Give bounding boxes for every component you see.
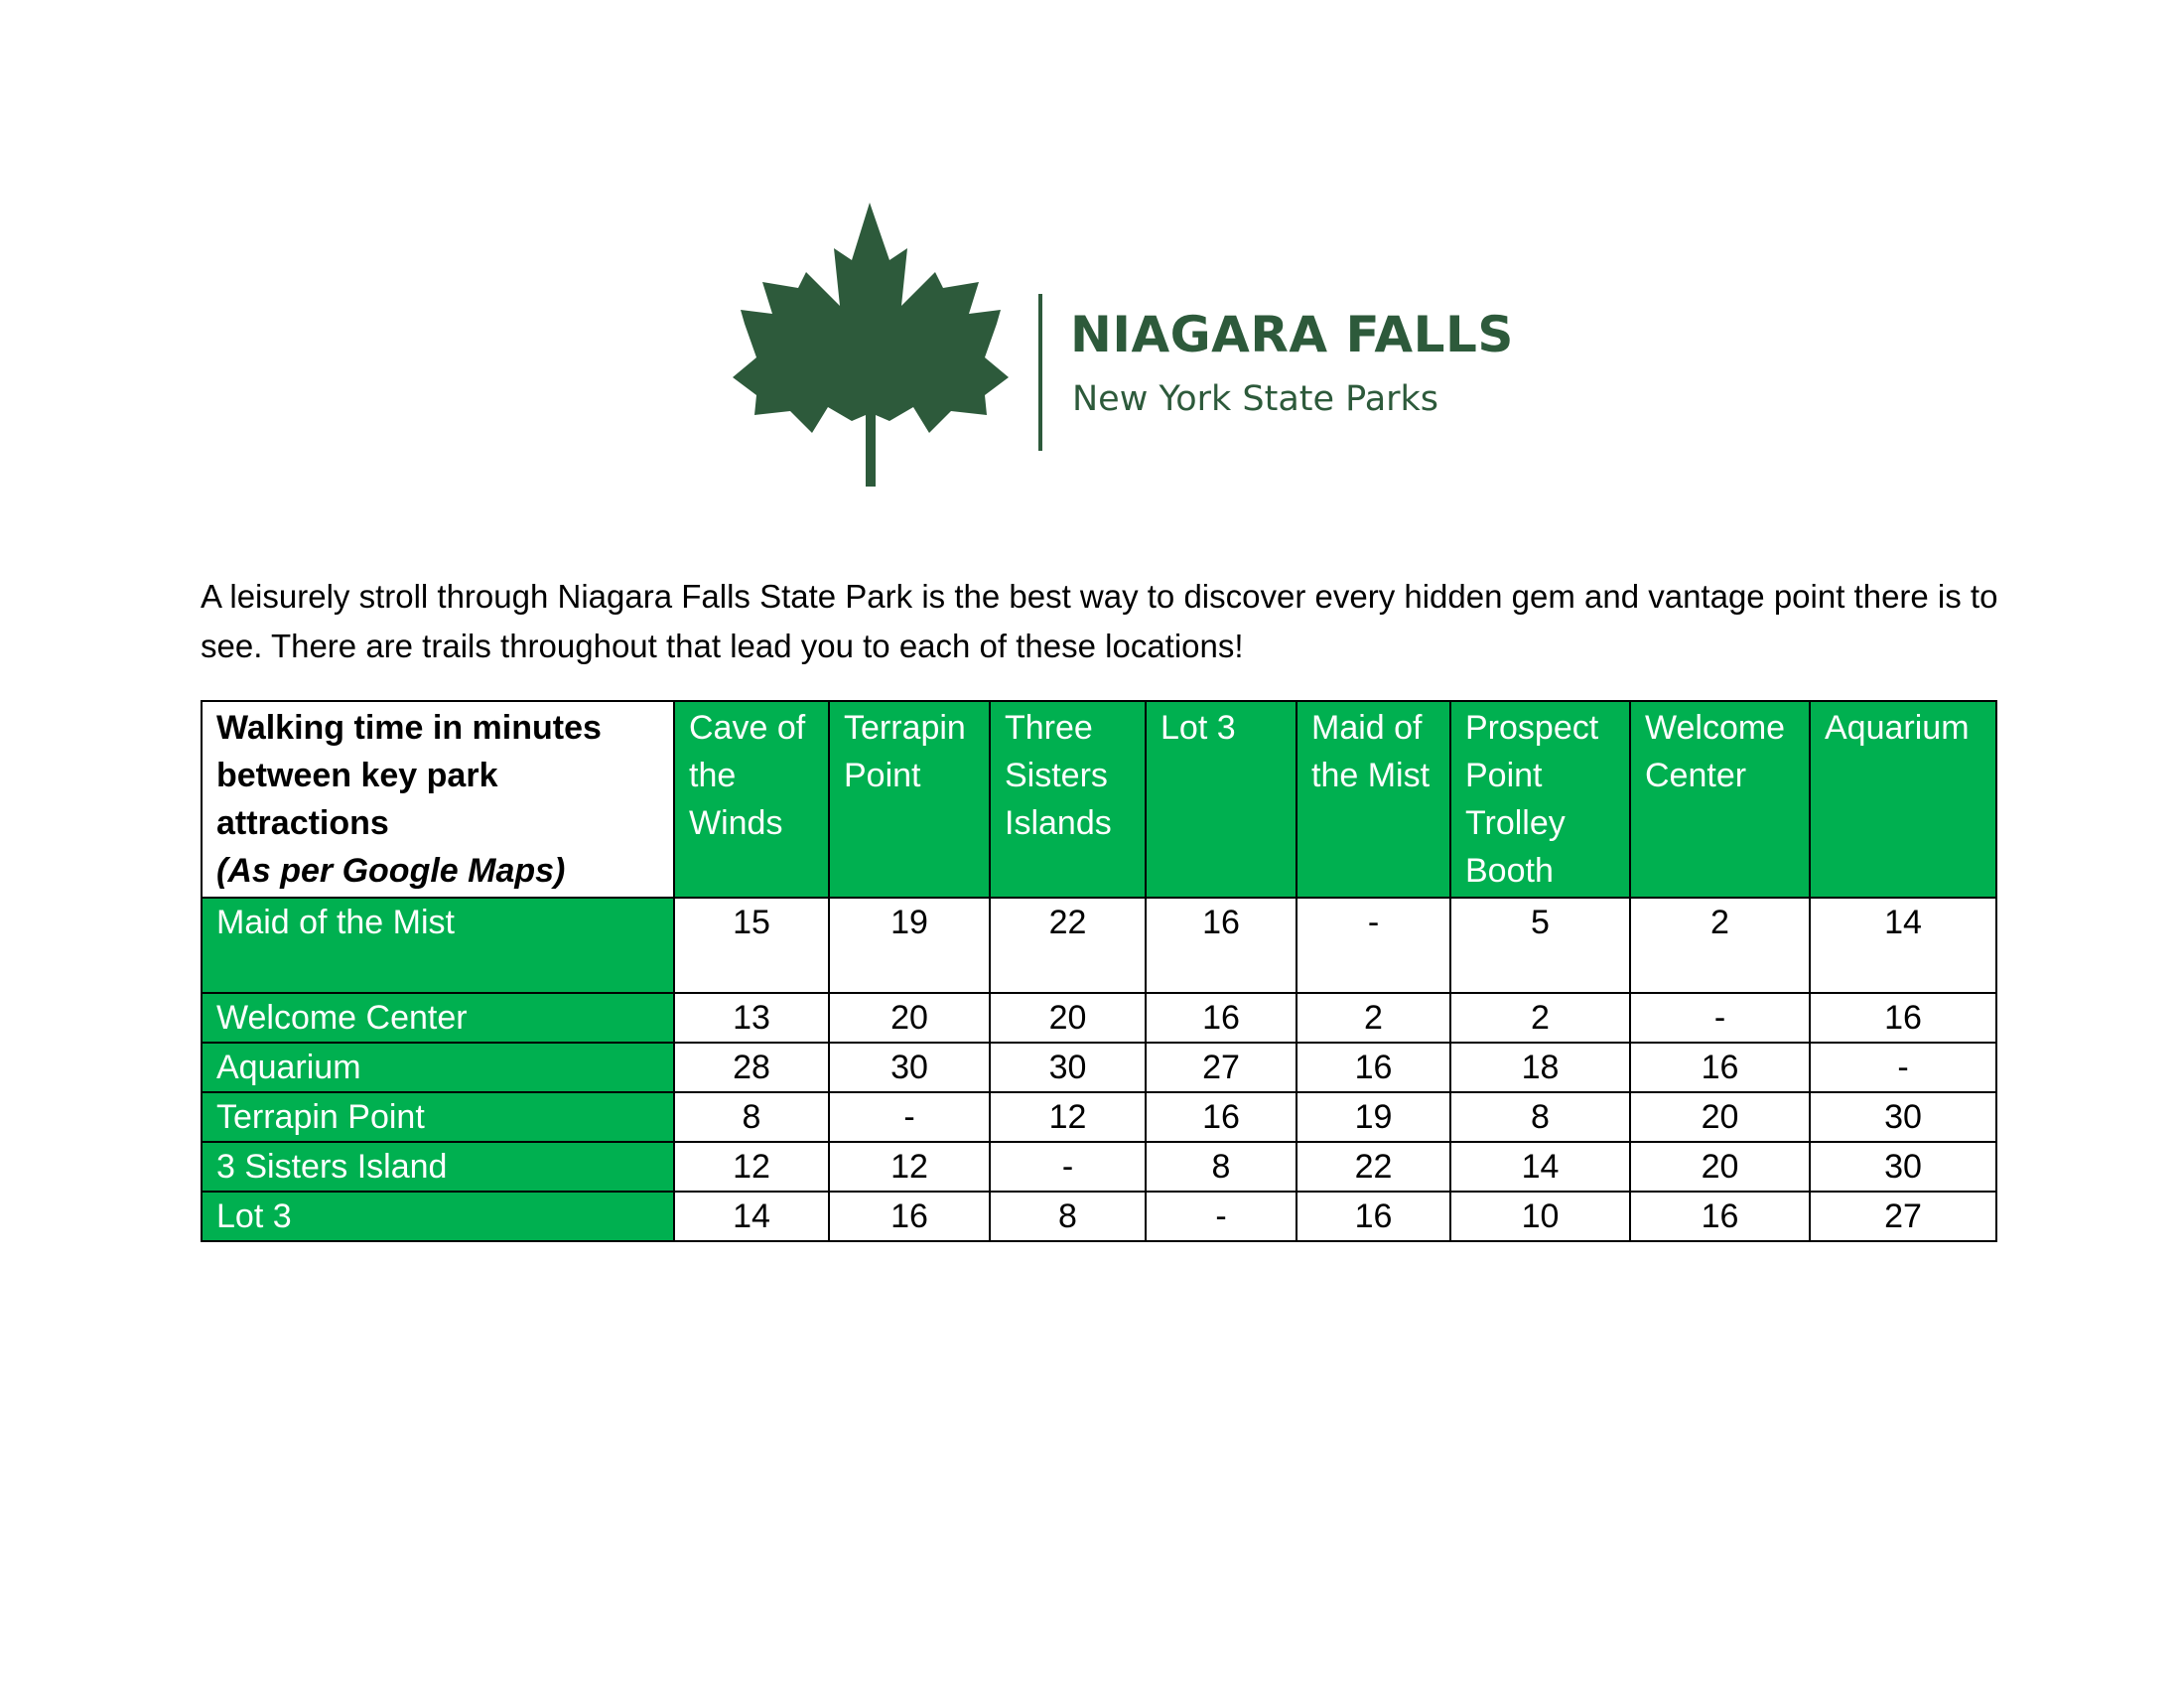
table-cell: - — [1810, 1043, 1996, 1092]
table-cell: 2 — [1297, 993, 1450, 1043]
column-header: Welcome Center — [1630, 701, 1810, 898]
park-logo — [723, 199, 1514, 496]
table-cell: 16 — [1630, 1043, 1810, 1092]
logo-subtitle: New York State Parks — [1072, 379, 1439, 419]
row-header: Welcome Center — [202, 993, 674, 1043]
table-cell: - — [1297, 898, 1450, 993]
table-cell: 16 — [1146, 993, 1297, 1043]
table-cell: 5 — [1450, 898, 1630, 993]
table-cell: 19 — [829, 898, 990, 993]
table-cell: - — [1630, 993, 1810, 1043]
table-cell: 22 — [990, 898, 1146, 993]
table-cell: 20 — [829, 993, 990, 1043]
table-cell: 20 — [1630, 1092, 1810, 1142]
table-cell: 27 — [1146, 1043, 1297, 1092]
table-cell: 16 — [1297, 1043, 1450, 1092]
table-cell: 10 — [1450, 1192, 1630, 1241]
row-header: Maid of the Mist — [202, 898, 674, 993]
row-header: 3 Sisters Island — [202, 1142, 674, 1192]
table-cell: 14 — [1450, 1142, 1630, 1192]
column-header: Prospect Point Trolley Booth — [1450, 701, 1630, 898]
table-cell: 30 — [1810, 1092, 1996, 1142]
row-header: Lot 3 — [202, 1192, 674, 1241]
table-cell: 20 — [990, 993, 1146, 1043]
row-header: Aquarium — [202, 1043, 674, 1092]
table-cell: 14 — [1810, 898, 1996, 993]
column-header: Cave of the Winds — [674, 701, 829, 898]
table-cell: 12 — [674, 1142, 829, 1192]
table-cell: 12 — [829, 1142, 990, 1192]
logo-title: NIAGARA FALLS — [1070, 306, 1514, 363]
table-cell: 16 — [829, 1192, 990, 1241]
column-header: Terrapin Point — [829, 701, 990, 898]
maple-leaf-icon — [723, 199, 1017, 489]
column-header: Lot 3 — [1146, 701, 1297, 898]
table-cell: 13 — [674, 993, 829, 1043]
table-cell: 30 — [829, 1043, 990, 1092]
table-corner-label: Walking time in minutes between key park attractions — [216, 709, 602, 842]
table-row — [202, 993, 1996, 1043]
table-cell: - — [1146, 1192, 1297, 1241]
column-header: Aquarium — [1810, 701, 1996, 898]
column-header: Maid of the Mist — [1297, 701, 1450, 898]
table-cell: 30 — [1810, 1142, 1996, 1192]
table-cell: 27 — [1810, 1192, 1996, 1241]
table-cell: 8 — [1450, 1092, 1630, 1142]
table-cell: 16 — [1810, 993, 1996, 1043]
table-row — [202, 1092, 1996, 1142]
table-cell: 15 — [674, 898, 829, 993]
table-cell: 16 — [1146, 1092, 1297, 1142]
table-cell: - — [829, 1092, 990, 1142]
table-corner-cell — [202, 701, 674, 898]
table-cell: 19 — [1297, 1092, 1450, 1142]
table-cell: 30 — [990, 1043, 1146, 1092]
table-cell: 28 — [674, 1043, 829, 1092]
table-cell: 2 — [1630, 898, 1810, 993]
table-cell: 12 — [990, 1092, 1146, 1142]
table-cell: 8 — [990, 1192, 1146, 1241]
row-header: Terrapin Point — [202, 1092, 674, 1142]
table-cell: 2 — [1450, 993, 1630, 1043]
intro-paragraph: A leisurely stroll through Niagara Falls State Park is the best way to discover every hidden gem and vantage point there is to see. There are trails throughout that lead you to each of these locations! — [201, 578, 1998, 664]
column-header: Three Sisters Islands — [990, 701, 1146, 898]
table-cell: 22 — [1297, 1142, 1450, 1192]
table-cell: 16 — [1630, 1192, 1810, 1241]
table-cell: 14 — [674, 1192, 829, 1241]
table-row — [202, 1043, 1996, 1092]
table-row — [202, 898, 1996, 993]
table-cell: 18 — [1450, 1043, 1630, 1092]
table-header-row — [202, 701, 1996, 898]
table-cell: 8 — [1146, 1142, 1297, 1192]
table-cell: 16 — [1146, 898, 1297, 993]
table-cell: 16 — [1297, 1192, 1450, 1241]
walking-time-table — [201, 700, 1997, 1242]
table-cell: 8 — [674, 1092, 829, 1142]
table-cell: - — [990, 1142, 1146, 1192]
table-cell: 20 — [1630, 1142, 1810, 1192]
logo-divider — [1038, 294, 1042, 451]
table-row — [202, 1192, 1996, 1241]
table-corner-note: (As per Google Maps) — [216, 852, 566, 890]
table-row — [202, 1142, 1996, 1192]
